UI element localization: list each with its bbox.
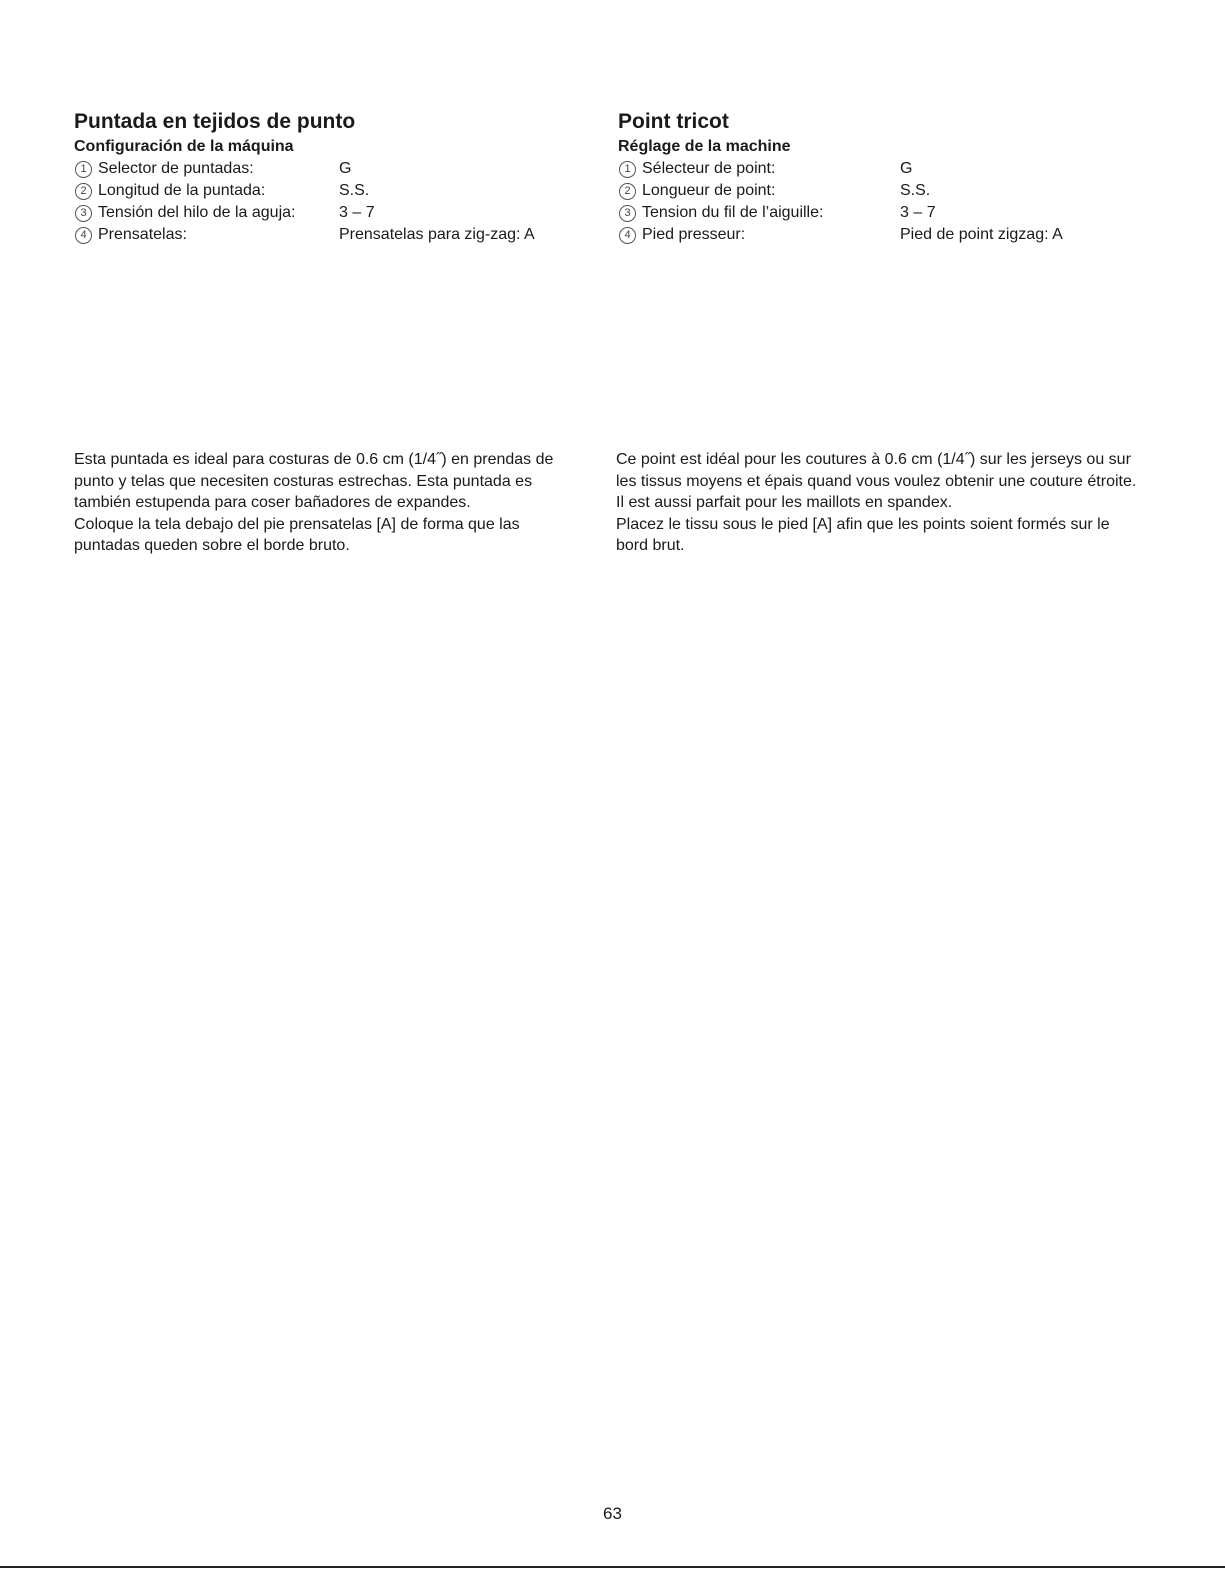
setting-label: Pied presseur: <box>642 226 746 243</box>
circled-number-icon: 1 <box>75 161 92 178</box>
settings-item <box>618 180 1148 202</box>
setting-value: Pied de point zigzag: A <box>900 226 1063 243</box>
spanish-settings-section <box>74 108 594 246</box>
settings-item <box>618 224 1148 246</box>
french-section-title: Point tricot <box>618 110 729 133</box>
french-settings-list <box>618 158 1148 246</box>
settings-item <box>74 202 594 224</box>
circled-number-icon: 1 <box>619 161 636 178</box>
spanish-section-title: Puntada en tejidos de punto <box>74 110 356 133</box>
circled-number-icon: 4 <box>619 227 636 244</box>
settings-item <box>74 158 594 180</box>
french-settings-section <box>618 108 1148 246</box>
spanish-description <box>74 449 589 557</box>
french-section-subtitle: Réglage de la machine <box>618 138 791 155</box>
setting-value: S.S. <box>900 182 931 199</box>
setting-value: G <box>900 160 913 177</box>
setting-label: Selector de puntadas: <box>98 160 254 177</box>
spanish-section-subtitle: Configuración de la máquina <box>74 138 294 155</box>
french-description <box>616 449 1141 557</box>
setting-label: Tensión del hilo de la aguja: <box>98 204 296 221</box>
setting-value: S.S. <box>339 182 370 199</box>
paragraph: Coloque la tela debajo del pie prensatelas [A] de forma que las puntadas queden sobre el borde bruto. <box>74 515 520 554</box>
setting-value: 3 – 7 <box>339 204 375 221</box>
circled-number-icon: 3 <box>619 205 636 222</box>
paragraph: Placez le tissu sous le pied [A] afin que les points soient formés sur le bord brut. <box>616 515 1110 554</box>
setting-value: Prensatelas para zig-zag: A <box>339 226 535 243</box>
bottom-divider <box>0 1566 1225 1568</box>
settings-item <box>74 224 594 246</box>
settings-item <box>618 202 1148 224</box>
paragraph: Esta puntada es ideal para costuras de 0.6 cm (1/4˝) en prendas de punto y telas que necesiten costuras estrechas. Esta puntada es también estupenda para coser bañadores de expandes. <box>74 451 554 511</box>
paragraph: Il est aussi parfait pour les maillots en spandex. <box>616 494 953 511</box>
setting-value: G <box>339 160 352 177</box>
page-number: 63 <box>603 1504 622 1523</box>
setting-value: 3 – 7 <box>900 204 936 221</box>
setting-label: Longueur de point: <box>642 182 776 199</box>
circled-number-icon: 2 <box>75 183 92 200</box>
setting-label: Prensatelas: <box>98 226 187 243</box>
circled-number-icon: 3 <box>75 205 92 222</box>
setting-label: Sélecteur de point: <box>642 160 776 177</box>
setting-label: Tension du fil de l’aiguille: <box>642 204 824 221</box>
paragraph: Ce point est idéal pour les coutures à 0.6 cm (1/4˝) sur les jerseys ou sur les tissus moyens et épais quand vous voulez obtenir une couture étroite. <box>616 451 1137 490</box>
spanish-settings-list <box>74 158 594 246</box>
circled-number-icon: 4 <box>75 227 92 244</box>
settings-item <box>618 158 1148 180</box>
circled-number-icon: 2 <box>619 183 636 200</box>
settings-item <box>74 180 594 202</box>
setting-label: Longitud de la puntada: <box>98 182 266 199</box>
